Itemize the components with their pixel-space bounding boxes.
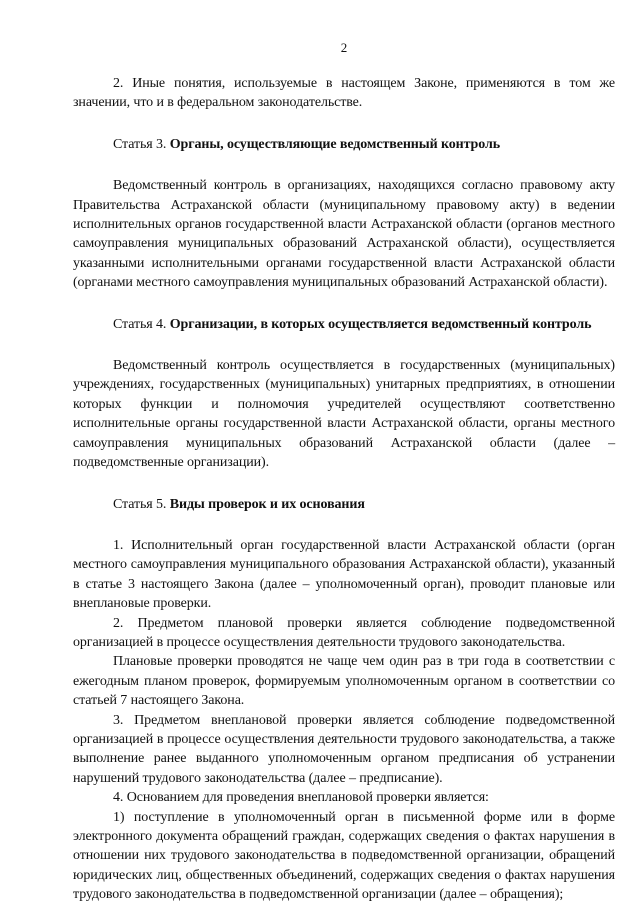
article-5-item-2: 2. Предметом плановой проверки является соблюдение подведомственной организацией в процессе осуществления деятельности трудового законодательства.: [73, 615, 615, 650]
article-4-text: Ведомственный контроль осуществляется в государственных (муниципальных) учреждениях, государственных (муниципальных) унитарных предприятиях, в отношении которых функции и полномочия учредителей осуществляют соответственно исполнительные органы государственной власти Астраханской области, органы местного самоуправления муниципальных образований Астраханской области (далее – подведомственные организации).: [73, 358, 615, 471]
article-3-heading: [73, 135, 615, 154]
article-5-item-1: 1. Исполнительный орган государственной власти Астраханской области (орган местного самоуправления муниципального образования Астраханской области), указанный в статье 3 настоящего Закона (далее – уполномоченный орган), проводит плановые или внеплановые проверки.: [73, 537, 615, 612]
page-number: 2: [340, 40, 348, 55]
article-5-item-4: 4. Основанием для проведения внеплановой проверки является:: [113, 790, 489, 806]
article-5-prefix: Статья 5.: [113, 496, 167, 512]
article-4-title: Организации, в которых осуществляется ведомственный контроль: [169, 316, 592, 332]
paragraph-intro: 2. Иные понятия, используемые в настоящем Законе, применяются в том же значении, что и в федеральном законодательстве.: [73, 76, 615, 111]
article-3-text: Ведомственный контроль в организациях, находящихся согласно правовому акту Правительства Астраханской области (муниципальному правовому акту) в ведении исполнительных органов государственной власти Астраханской области (органов местного самоуправления муниципальных образований Астраханской области), осуществляется указанными исполнительными органами государственной власти Астраханской области (органами местного самоуправления муниципальных образований Астраханской области).: [73, 178, 615, 291]
document-page: [73, 40, 615, 905]
article-4-prefix: Статья 4.: [113, 316, 167, 332]
article-5-item-4-sub-1: 1) поступление в уполномоченный орган в письменной форме или в форме электронного документа обращений граждан, содержащих сведения о фактах нарушения в отношении них трудового законодательства в подведомственной организации, обращений юридических лиц, общественных объединений, содержащих сведения о фактах нарушения трудового законодательства в подведомственной организации (далее – обращения);: [73, 809, 615, 903]
article-3-title: Органы, осуществляющие ведомственный контроль: [169, 136, 500, 152]
article-3-prefix: Статья 3.: [113, 136, 167, 152]
article-4-heading: [73, 315, 615, 334]
article-5-item-3: 3. Предметом внеплановой проверки является соблюдение подведомственной организацией в процессе осуществления деятельности трудового законодательства, а также выполнение ранее выданного уполномоченным органом предписания об устранении нарушений трудового законодательства (далее – предписание).: [73, 712, 615, 786]
article-5-title: Виды проверок и их основания: [169, 496, 365, 512]
article-5-heading: [73, 495, 615, 514]
article-5-item-2-continued: Плановые проверки проводятся не чаще чем один раз в три года в соответствии с ежегодным планом проверок, формируемым уполномоченным органом в соответствии со статьей 7 настоящего Закона.: [73, 654, 615, 709]
